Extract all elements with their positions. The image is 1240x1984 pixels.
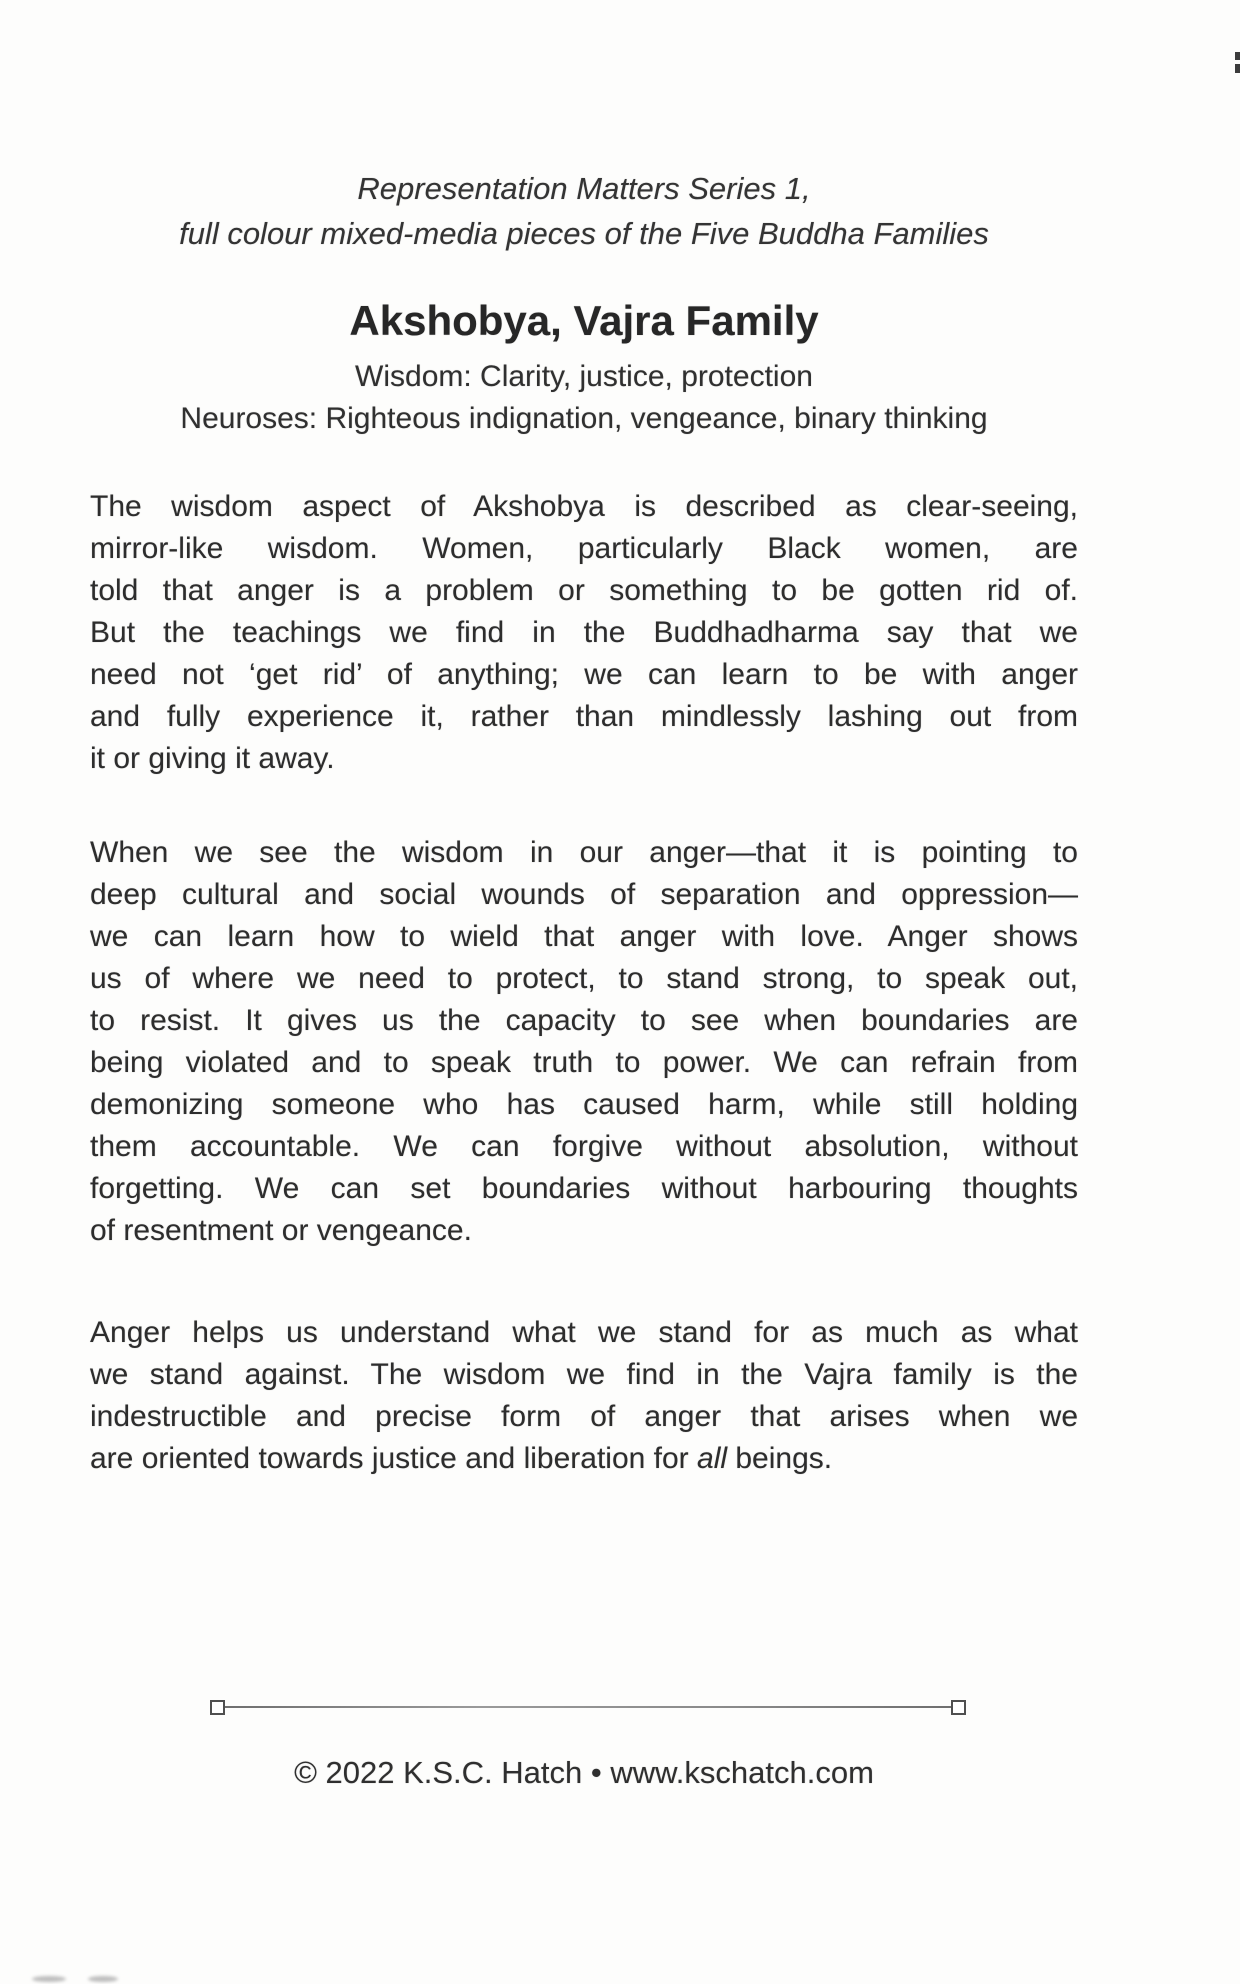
paragraph-3-last-suffix: beings. (727, 1442, 833, 1475)
series-subtitle-line1: Representation Matters Series 1, (357, 171, 811, 206)
paragraph-3-line: we stand against. The wisdom we find in the Vajra family is the (90, 1358, 1078, 1391)
paragraph-1-line: But the teachings we find in the Buddhadharma say that we (90, 616, 1078, 649)
wisdom-line: Wisdom: Clarity, justice, protection (355, 360, 813, 393)
footer-divider (210, 1700, 966, 1714)
paragraph-2-line: us of where we need to protect, to stand strong, to speak out, (90, 962, 1078, 995)
paragraph-2-line: we can learn how to wield that anger with love. Anger shows (90, 920, 1078, 953)
paragraph-3 (90, 1312, 1078, 1480)
paragraph-2-line: being violated and to speak truth to power. We can refrain from (90, 1046, 1078, 1079)
page-title: Akshobya, Vajra Family (349, 297, 819, 344)
neuroses-line: Neuroses: Righteous indignation, vengeance, binary thinking (180, 402, 988, 435)
paragraph-2-line: demonizing someone who has caused harm, while still holding (90, 1088, 1078, 1121)
divider-left-handle-icon (210, 1700, 225, 1715)
scan-artifact-bottom-smudge (32, 1976, 66, 1982)
paragraph-2-line: of resentment or vengeance. (90, 1214, 472, 1247)
paragraph-3-last-line (90, 1438, 1078, 1480)
divider-right-handle-icon (951, 1700, 966, 1715)
paragraph-1-line: The wisdom aspect of Akshobya is described as clear-seeing, (90, 490, 1078, 523)
copyright-line: © 2022 K.S.C. Hatch • www.kschatch.com (294, 1755, 874, 1790)
paragraph-2-line: deep cultural and social wounds of separation and oppression— (90, 878, 1078, 911)
paragraph-1-line: mirror-like wisdom. Women, particularly Black women, are (90, 532, 1078, 565)
scan-artifact-right-edge (1235, 64, 1240, 73)
series-subtitle-line2: full colour mixed-media pieces of the Five Buddha Families (179, 216, 989, 251)
paragraph-1-line: and fully experience it, rather than mindlessly lashing out from (90, 700, 1078, 733)
paragraph-3-line: Anger helps us understand what we stand for as much as what (90, 1316, 1078, 1349)
divider-rule (225, 1706, 951, 1708)
paragraph-2 (90, 832, 1078, 1252)
paragraph-1-line: told that anger is a problem or something to be gotten rid of. (90, 574, 1078, 607)
paragraph-3-last-prefix: are oriented towards justice and liberation for (90, 1442, 698, 1475)
paragraph-2-line: to resist. It gives us the capacity to see when boundaries are (90, 1004, 1078, 1037)
paragraph-2-line: forgetting. We can set boundaries without harbouring thoughts (90, 1172, 1078, 1205)
paragraph-1 (90, 486, 1078, 780)
scan-artifact-bottom-smudge (88, 1976, 118, 1982)
paragraph-2-line: When we see the wisdom in our anger—that it is pointing to (90, 836, 1078, 869)
series-subtitle (90, 166, 1078, 256)
paragraph-1-line: need not ‘get rid’ of anything; we can learn to be with anger (90, 658, 1078, 691)
paragraph-3-emphasis-word: all (697, 1442, 728, 1475)
paragraph-2-line: them accountable. We can forgive without absolution, without (90, 1130, 1078, 1163)
scan-artifact-right-edge (1235, 52, 1240, 60)
paragraph-3-line: indestructible and precise form of anger that arises when we (90, 1400, 1078, 1433)
paragraph-1-line: it or giving it away. (90, 742, 335, 775)
